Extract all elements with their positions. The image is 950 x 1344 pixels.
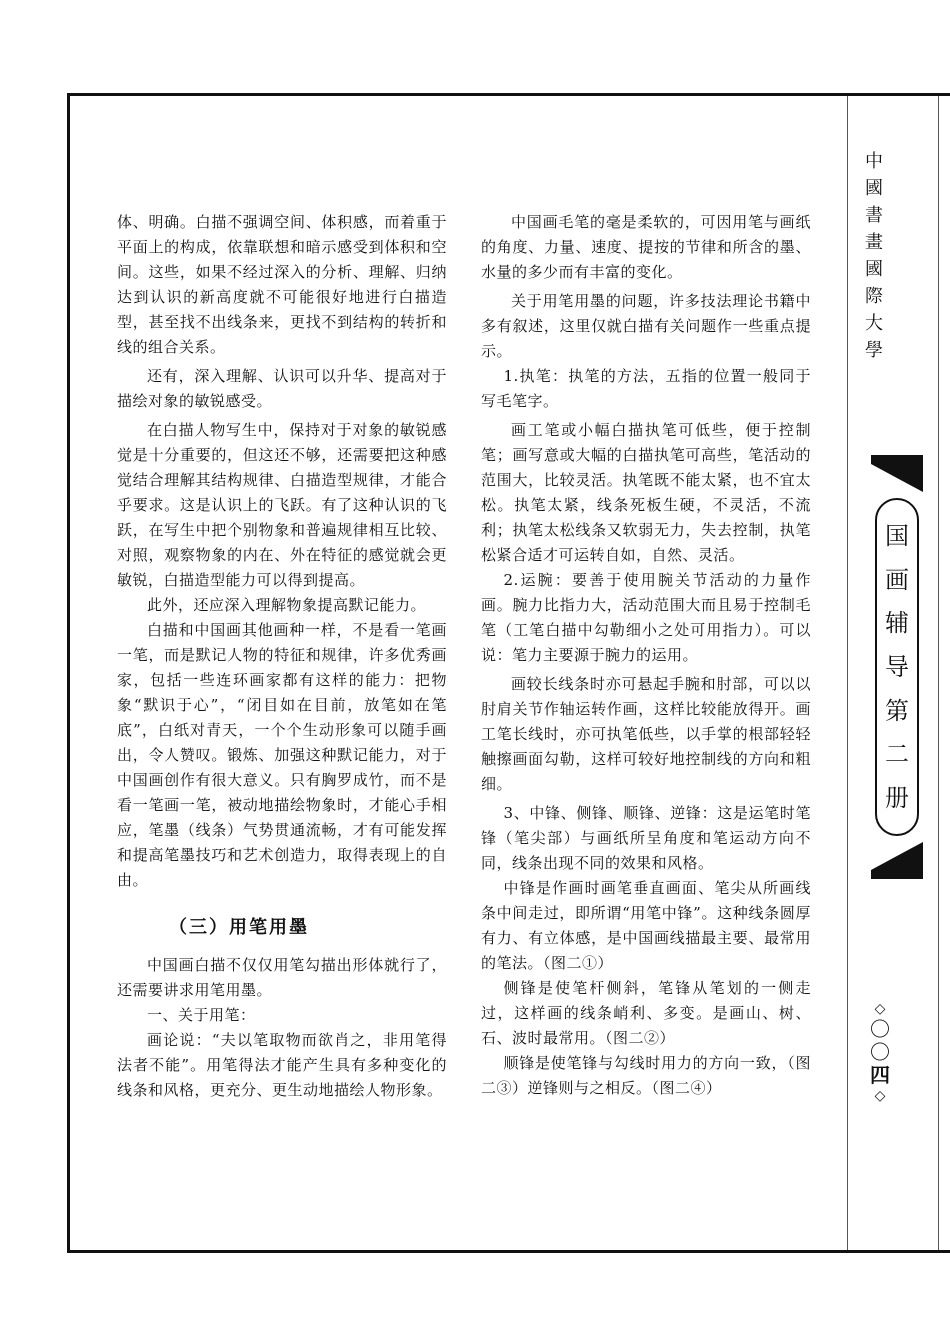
paragraph: 3、中锋、侧锋、顺锋、逆锋：这是运笔时笔锋（笔尖部）与画纸所呈角度和笔运动方向不同，线条出现不同的效果和风格。 xyxy=(481,804,811,872)
paragraph: 还有，深入理解、认识可以升华、提高对于描绘对象的敏锐感受。 xyxy=(117,367,447,410)
paragraph: 一、关于用笔： xyxy=(147,1006,256,1024)
paragraph: 画论说：“夫以笔取物而欲肖之，非用笔得法者不能”。用笔得法才能产生具有多种变化的线条和风格，更充分、更生动地描绘人物形象。 xyxy=(117,1031,447,1099)
paragraph: 中国画毛笔的毫是柔软的，可因用笔与画纸的角度、力量、速度、提按的节律和所含的墨、水量的多少而有丰富的变化。 xyxy=(481,213,811,281)
paragraph: 中锋是作画时画笔垂直画面、笔尖从所画线条中间走过，即所谓“用笔中锋”。这种线条圆厚有力、有立体感，是中国画线描最主要、最常用的笔法。（图二①） xyxy=(481,879,811,972)
right-column xyxy=(481,210,811,1101)
diamond-icon: ◇ xyxy=(874,1088,886,1104)
band-bar-top xyxy=(871,455,923,464)
title-char: 第 xyxy=(885,696,909,725)
page-digit: 〇 xyxy=(870,1017,890,1041)
paragraph: 顺锋是使笔锋与勾线时用力的方向一致，（图二③）逆锋则与之相反。（图二④） xyxy=(481,1054,811,1097)
left-column xyxy=(117,210,447,1103)
book-title-band xyxy=(871,455,923,879)
sidebar-rule-right xyxy=(938,96,939,1250)
sidebar-rule-left xyxy=(847,96,848,1250)
publisher-char: 畫 xyxy=(865,232,883,253)
paragraph: 此外，还应深入理解物象提高默记能力。 xyxy=(147,596,427,614)
title-char: 国 xyxy=(885,521,909,550)
paragraph: 侧锋是使笔杆侧斜，笔锋从笔划的一侧走过，这样画的线条峭利、多变。是画山、树、石、波时最常用。（图二②） xyxy=(481,979,811,1047)
paragraph: 在白描人物写生中，保持对于对象的敏锐感觉是十分重要的，但这还不够，还需要把这种感觉结合理解其结构规律、白描造型规律，才能合乎要求。这是认识上的飞跃。有了这种认识的飞跃，在写生中把个别物象和普遍规律相互比较、对照，观察物象的内在、外在特征的感觉就会更敏锐，白描造型能力可以得到提高。 xyxy=(117,421,447,589)
publisher-char: 際 xyxy=(865,286,883,307)
title-char: 辅 xyxy=(885,609,909,638)
paragraph: 1.执笔：执笔的方法，五指的位置一般同于写毛笔字。 xyxy=(481,367,811,410)
publisher-char: 學 xyxy=(865,340,883,361)
publisher-char: 國 xyxy=(865,259,883,280)
band-ornament-bottom xyxy=(871,842,923,870)
page-number xyxy=(860,1000,900,1105)
title-char: 画 xyxy=(885,565,909,594)
band-ornament-top xyxy=(871,464,923,492)
publisher-name xyxy=(858,148,890,364)
publisher-char: 中 xyxy=(865,151,883,172)
paragraph: 画工笔或小幅白描执笔可低些，便于控制笔；画写意或大幅的白描执笔可高些，笔活动的范围大，比较灵活。执笔既不能太紧，也不宜太松。执笔太紧，线条死板生硬，不灵活，不流利；执笔太松线条又软弱无力，失去控制，执笔松紧合适才可运转自如，自然、灵活。 xyxy=(481,421,811,564)
publisher-char: 國 xyxy=(865,178,883,199)
band-bar-bottom xyxy=(871,870,923,879)
paragraph: 2.运腕：要善于使用腕关节活动的力量作画。腕力比指力大，活动范围大而且易于控制毛笔（工笔白描中勾勒细小之处可用指力）。可以说：笔力主要源于腕力的运用。 xyxy=(481,571,811,664)
paragraph: 画较长线条时亦可悬起手腕和肘部，可以以肘肩关节作轴运转作画，这样比较能放得开。画工笔长线时，亦可执笔低些，以手掌的根部轻轻触擦画面勾勒，这样可较好地控制线的方向和粗细。 xyxy=(481,675,811,793)
title-char: 册 xyxy=(885,784,909,813)
title-char: 二 xyxy=(885,740,909,769)
page-digit: 〇 xyxy=(870,1040,890,1064)
section-heading: （三）用笔用墨 xyxy=(169,917,309,938)
page-digit: 四 xyxy=(870,1063,890,1087)
paragraph: 关于用笔用墨的问题，许多技法理论书籍中多有叙述，这里仅就白描有关问题作一些重点提示。 xyxy=(481,292,811,360)
paragraph: 体、明确。白描不强调空间、体积感，而着重于平面上的构成，依靠联想和暗示感受到体积和空间。这些，如果不经过深入的分析、理解、归纳达到认识的新高度就不可能很好地进行白描造型，甚至找不出线条来，更找不到结构的转折和线的组合关系。 xyxy=(117,213,447,356)
paragraph: 白描和中国画其他画种一样，不是看一笔画一笔，而是默记人物的特征和规律，许多优秀画家，包括一些连环画家都有这样的能力：把物象“默识于心”，“闭目如在目前，放笔如在笔底”，白纸对青天，一个个生动形象可以随手画出，令人赞叹。锻炼、加强这种默记能力，对于中国画创作有很大意义。只有胸罗成竹，而不是看一笔画一笔，被动地描绘物象时，才能心手相应，笔墨（线条）气势贯通流畅，才有可能发挥和提高笔墨技巧和艺术创造力，取得表现上的自由。 xyxy=(117,621,447,889)
diamond-icon: ◇ xyxy=(874,1001,886,1017)
paragraph: 中国画白描不仅仅用笔勾描出形体就行了，还需要讲求用笔用墨。 xyxy=(117,956,447,999)
book-title-box xyxy=(875,498,919,836)
title-char: 导 xyxy=(885,652,909,681)
publisher-char: 大 xyxy=(865,313,883,334)
publisher-char: 書 xyxy=(865,205,883,226)
